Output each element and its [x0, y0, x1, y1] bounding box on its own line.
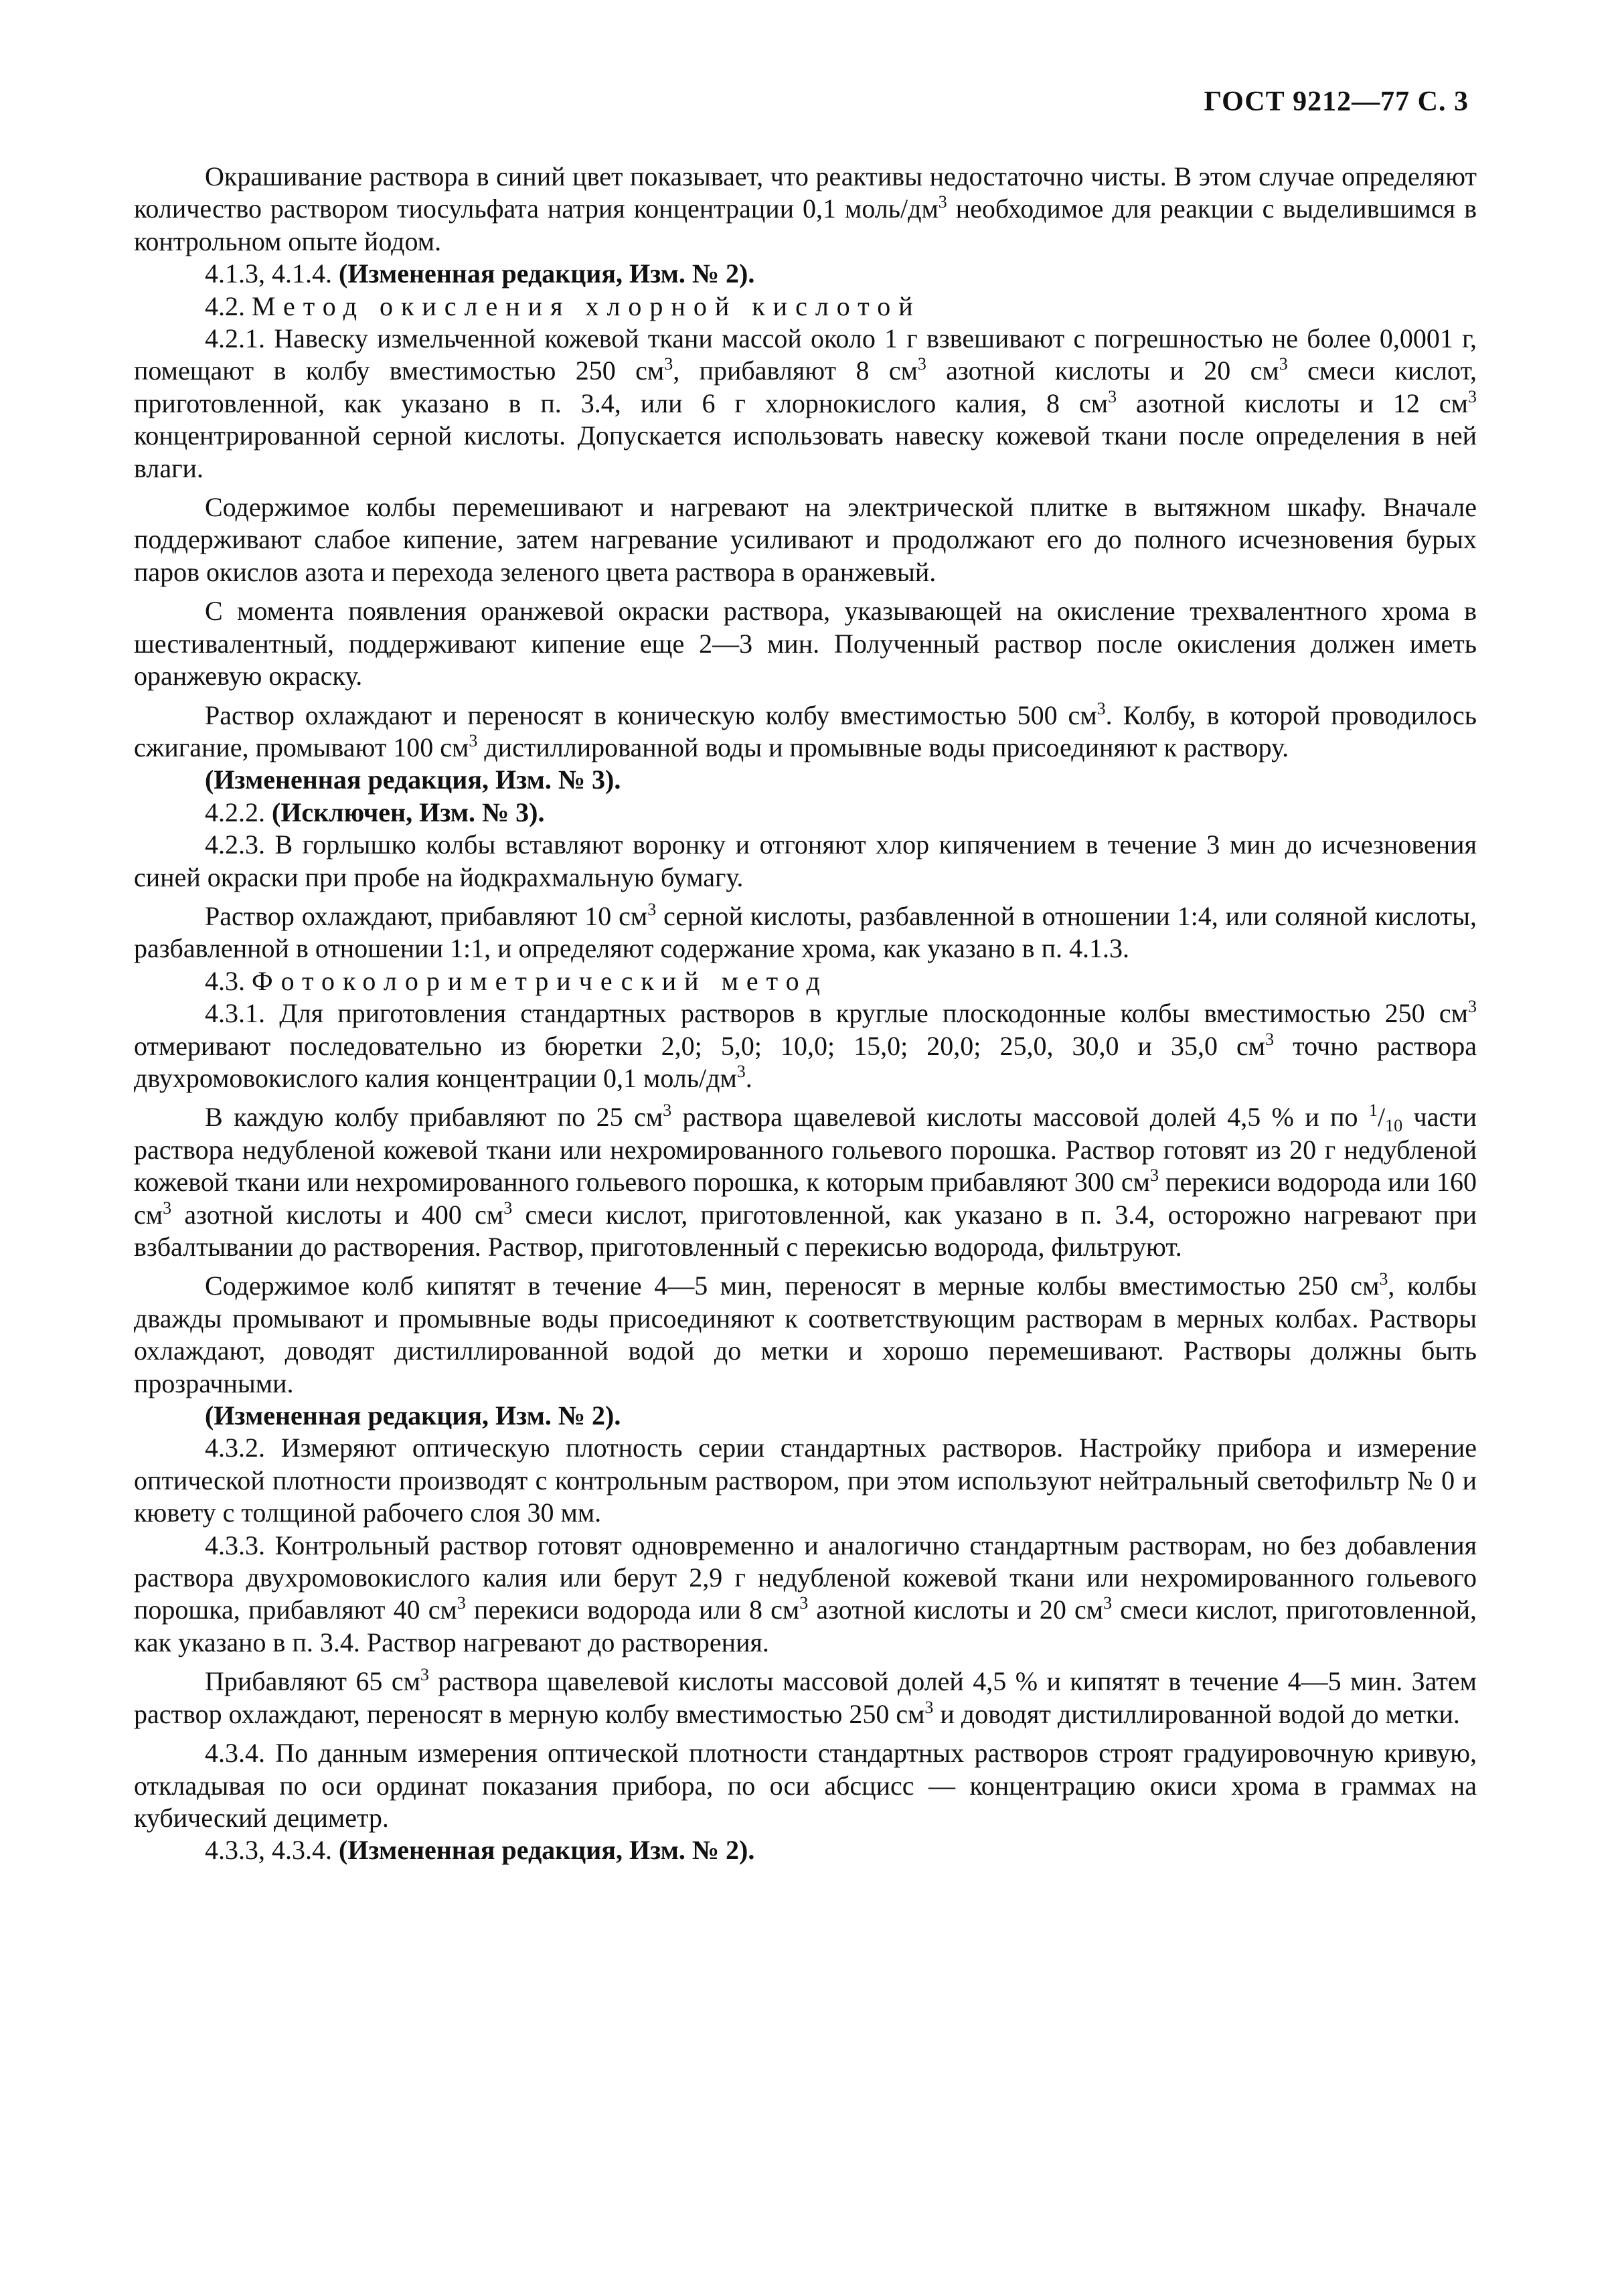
- amendment-note-2: (Измененная редакция, Изм. № 2).: [205, 1400, 621, 1431]
- paragraph-4-3-3: 4.3.3. Контрольный раствор готовят одновременно и аналогично стандартным растворам, но без добавления раствора двухромовокислого калия или берут 2,9 г недубленой кожевой ткани или нехромированного гольевого порошка, прибавляют 40 $см^3$ перекиси водорода или 8 $см^3$ азотной кислоты и 20 $см^3$ смеси кислот, приготовленной, как указано в п. 3.4. Раствор нагревают до растворения.: [134, 1530, 1477, 1657]
- amendment-note-3: (Измененная редакция, Изм. № 3).: [205, 764, 621, 795]
- paragraph-4-2-3: 4.2.3. В горлышко колбы вставляют воронку и отгоняют хлор кипячением в течение 3 мин до исчезновения синей окраски при пробе на йодкрахмальную бумагу.: [134, 829, 1477, 892]
- paragraph-blue-coloring: Окрашивание раствора в синий цвет показывает, что реактивы недостаточно чисты. В этом случае определяют количество раствором тиосульфата натрия концентрации 0,1 моль/$дм^3$ необходимое для реакции с выделившимся в контрольном опыте йодом.: [134, 161, 1477, 256]
- paragraph-4-3-1: 4.3.1. Для приготовления стандартных растворов в круглые плоскодонные колбы вместимостью 250 $см^3$ отмеривают последовательно из бюретки 2,0; 5,0; 10,0; 15,0; 20,0; 25,0, 30,0 и 35,0 $см^3$ точно раствора двухромовокислого калия концентрации 0,1 моль/$дм^3$.: [134, 997, 1477, 1093]
- paragraph-cooling: Раствор охлаждают и переносят в коническую колбу вместимостью 500 $см^3$. Колбу, в которой проводилось сжигание, промывают 100 $см^3$ дистиллированной воды и промывные воды присоединяют к раствору.: [134, 698, 1477, 762]
- section-heading-4-2: 4.2. Метод окисления хлорной кислотой: [205, 291, 921, 321]
- paragraph-4-2-1: 4.2.1. Навеску измельченной кожевой ткани массой около 1 г взвешивают с погрешностью не более 0,0001 г, помещают в колбу вместимостью 250 $см^3$, прибавляют 8 $см^3$ азотной кислоты и 20 $см^3$ смеси кислот, приготовленной, как указано в п. 3.4, или 6 г хлорнокислого калия, 8 $см^3$ азотной кислоты и 12 $см^3$ концентрированной серной кислоты. Допускается использовать навеску кожевой ткани после определения в ней влаги.: [134, 323, 1477, 483]
- paragraph-4-3-2: 4.3.2. Измеряют оптическую плотность серии стандартных растворов. Настройку прибора и измерение оптической плотности производят с контрольным раствором, при этом используют нейтральный светофильтр № 0 и кювету с толщиной рабочего слоя 30 мм.: [134, 1433, 1477, 1528]
- document-body: [134, 161, 1477, 1867]
- paragraph-cooling-acid: Раствор охлаждают, прибавляют 10 $см^3$ серной кислоты, разбавленной в отношении 1:4, или соляной кислоты, разбавленной в отношении 1:1, и определяют содержание хрома, как указано в п. 4.1.3.: [134, 899, 1477, 964]
- section-heading-4-3: 4.3. Фотоколориметрический метод: [205, 965, 828, 996]
- amendment-note-4-3-3: 4.3.3, 4.3.4. (Измененная редакция, Изм. № 2).: [205, 1835, 755, 1866]
- paragraph-mixing: Содержимое колбы перемешивают и нагревают на электрической плитке в вытяжном шкафу. Вначале поддерживают слабое кипение, затем нагревание усиливают и продолжают его до полного исчезновения бурых паров окислов азота и перехода зеленого цвета раствора в оранжевый.: [134, 492, 1477, 587]
- paragraph-boiling: Содержимое колб кипятят в течение 4—5 мин, переносят в мерные колбы вместимостью 250 $см^3$, колбы дважды промывают и промывные воды присоединяют к соответствующим растворам в мерных колбах. Растворы охлаждают, доводят дистиллированной водой до метки и хорошо перемешивают. Растворы должны быть прозрачными.: [134, 1269, 1477, 1398]
- paragraph-4-2-2: 4.2.2. (Исключен, Изм. № 3).: [205, 797, 545, 827]
- paragraph-add-oxalic: Прибавляют 65 $см^3$ раствора щавелевой кислоты массовой долей 4,5 % и кипятят в течение 4—5 мин. Затем раствор охлаждают, переносят в мерную колбу вместимостью 250 $см^3$ и доводят дистиллированной водой до метки.: [134, 1665, 1477, 1729]
- paragraph-oxalic-acid: В каждую колбу прибавляют по 25 $см^3$ раствора щавелевой кислоты массовой долей 4,5 % и по $^1/_{10}$ части раствора недубленой кожевой ткани или нехромированного гольевого порошка. Раствор готовят из 20 г недубленой кожевой ткани или нехромированного гольевого порошка, к которым прибавляют 300 $см^3$ перекиси водорода или 160 $см^3$ азотной кислоты и 400 $см^3$ смеси кислот, приготовленной, как указано в п. 3.4, осторожно нагревают при взбалтывании до растворения. Раствор, приготовленный с перекисью водорода, фильтруют.: [134, 1101, 1477, 1262]
- paragraph-orange-color: С момента появления оранжевой окраски раствора, указывающей на окисление трехвалентного хрома в шестивалентный, поддерживают кипение еще 2—3 мин. Полученный раствор после окисления должен иметь оранжевую окраску.: [134, 596, 1477, 692]
- page-header: ГОСТ 9212—77 С. 3: [1204, 86, 1469, 117]
- amendment-note-4-1-3: 4.1.3, 4.1.4. (Измененная редакция, Изм. № 2).: [205, 258, 755, 289]
- paragraph-4-3-4: 4.3.4. По данным измерения оптической плотности стандартных растворов строят градуировочную кривую, откладывая по оси ординат показания прибора, по оси абсцисс — концентрацию окиси хрома в граммах на кубический дециметр.: [134, 1738, 1477, 1833]
